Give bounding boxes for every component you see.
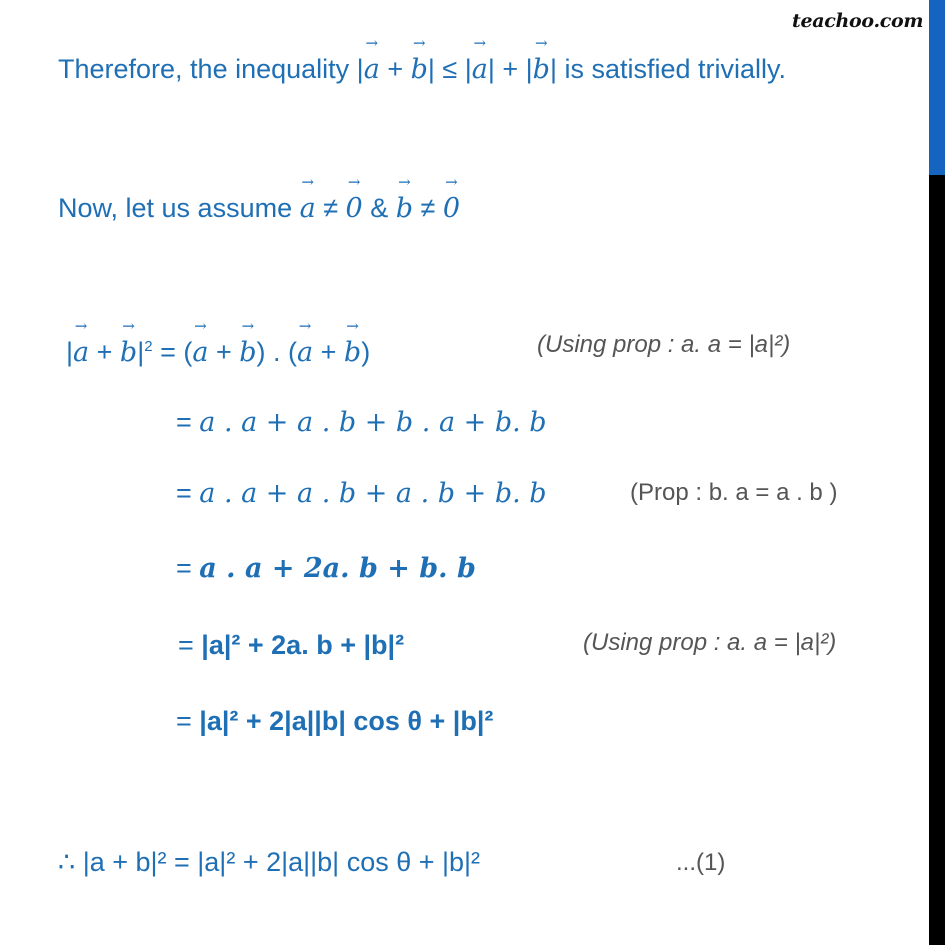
vector-a: → a	[300, 192, 316, 226]
note-property-1: (Using prop : a. a = |a|²)	[537, 331, 791, 358]
equation-step-5: = |a|² + 2a. b + |b|²	[178, 630, 405, 660]
equation-step-4: = a . a + 2a. b + b. b	[176, 553, 476, 584]
brand-logo: teachoo.com	[792, 10, 924, 32]
scrollbar-thumb[interactable]	[929, 0, 945, 175]
equation-step-3: = a . a + a . b + a . b + b. b	[176, 478, 547, 509]
vector-b: → b	[533, 53, 550, 87]
equation-result: ∴ |a + b|² = |a|² + 2|a||b| cos θ + |b|²	[58, 847, 481, 877]
zero-vector: → 0	[443, 192, 460, 226]
statement-assume: Now, let us assume → a ≠ → 0 & → b ≠ → 0	[58, 191, 460, 226]
equation-step-1: |→ a + → $b|^2$ = (→ a + → b) . (→ a + → b)	[66, 330, 370, 370]
equation-step-6: = |a|² + 2|a||b| cos θ + |b|²	[176, 706, 494, 736]
equation-label: ...(1)	[676, 849, 726, 876]
equation-step-2: = a . a + a . b + b . a + b. b	[176, 407, 547, 438]
vector-b: → b	[396, 192, 413, 226]
vector-a: → a	[472, 53, 488, 87]
vector-a: → a	[364, 53, 380, 87]
vector-b: → b	[411, 53, 428, 87]
statement-trivial: Therefore, the inequality |→ a + → b| ≤ |→ a| + |→ b| is satisfied trivially.	[58, 52, 786, 87]
note-property-3: (Using prop : a. a = |a|²)	[583, 629, 837, 656]
zero-vector: → 0	[346, 192, 363, 226]
note-property-2: (Prop : b. a = a . b )	[630, 479, 838, 506]
